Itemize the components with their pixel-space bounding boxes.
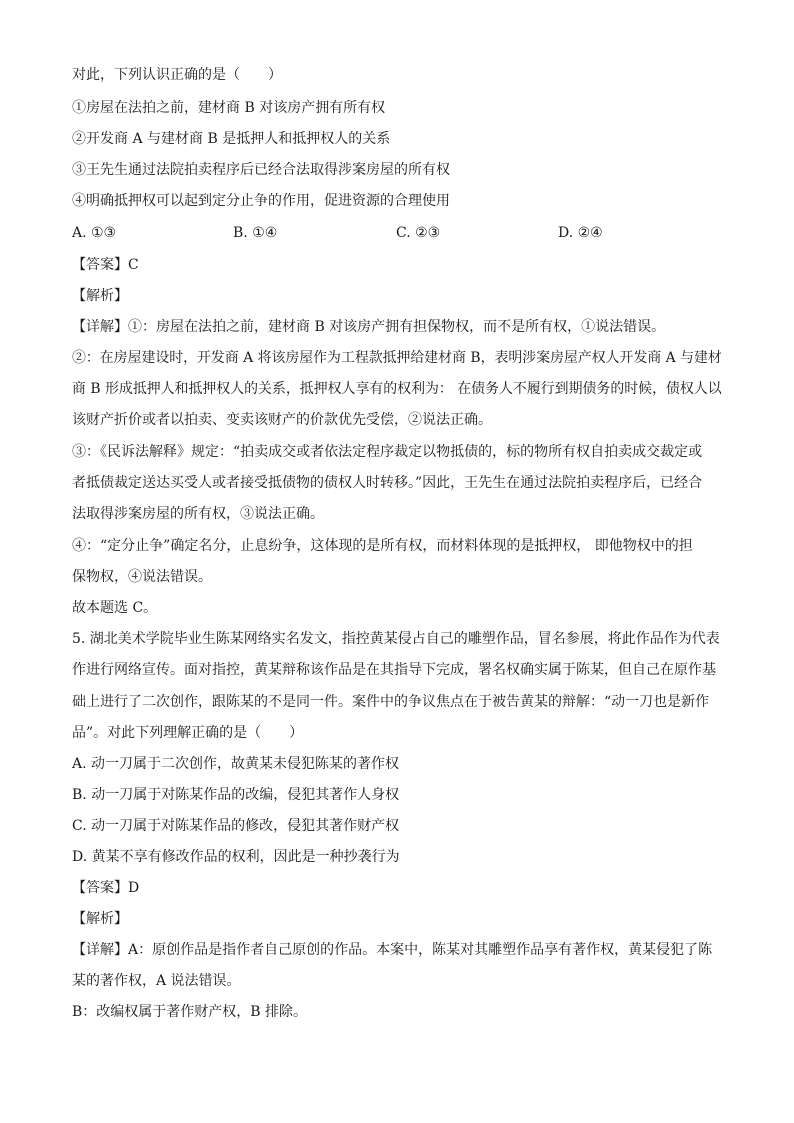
q5-stem-line-2: 作进行网络宣传。面对指控，黄某辩称该作品是在其指导下完成，署名权确实属于陈某，但自己在原作基 [72,662,716,678]
q4-detail-line-1: 【详解】①：房屋在法拍之前，建材商 B 对该房产拥有担保物权，而不是所有权，①说法错误。 [72,319,666,335]
statement-4: ④明确抵押权可以起到定分止争的作用，促进资源的合理使用 [72,193,450,209]
q5-option-c: C. 动一刀属于对陈某作品的修改，侵犯其著作财产权 [72,818,400,834]
statement-3: ③王先生通过法院拍卖程序后已经合法取得涉案房屋的所有权 [72,162,450,178]
option-d: D. ②④ [558,225,603,241]
q5-option-b: B. 动一刀属于对陈某作品的改编，侵犯其著作人身权 [72,787,400,803]
q5-stem-line-4: 品”。对此下列理解正确的是（ ） [72,725,304,741]
q4-detail-line-5: ③：《民诉法解释》规定：“拍卖成交或者依法定程序裁定以物抵债的，标的物所有权自拍卖成交裁定或 [72,444,703,460]
q4-detail-line-8: ④：“定分止争”确定名分，止息纷争，这体现的是所有权，而材料体现的是抵押权， 即他物权中的担 [72,538,693,554]
q5-detail-line-1: 【详解】A：原创作品是指作者自己原创的作品。本案中，陈某对其雕塑作品享有著作权，黄某侵犯了陈 [72,942,713,958]
q5-detail-line-2: 某的著作权，A 说法错误。 [72,973,241,989]
q4-detail-line-3: 商 B 形成抵押人和抵押权人的关系，抵押权人享有的权利为： 在债务人不履行到期债务的时候，债权人以 [72,381,722,397]
q5-stem-line-3: 础上进行了二次创作，跟陈某的不是同一件。案件中的争议焦点在于被告黄某的辩解：“动一刀也是新作 [72,694,710,710]
question-4-stem: 对此，下列认识正确的是（ ） [72,67,282,83]
q5-option-d: D. 黄某不享有修改作品的权利，因此是一种抄袭行为 [72,849,400,865]
q5-option-a: A. 动一刀属于二次创作，故黄某未侵犯陈某的著作权 [72,756,400,772]
option-b: B. ①④ [233,225,278,241]
q4-detail-line-7: 法取得涉案房屋的所有权，③说法正确。 [72,506,324,522]
q4-conclusion: 故本题选 C。 [72,600,158,616]
question-5-analysis-label: 【解析】 [72,911,128,927]
q5-detail-line-3: B：改编权属于著作财产权，B 排除。 [72,1004,308,1020]
q5-stem-line-1: 5. 湖北美术学院毕业生陈某网络实名发文，指控黄某侵占自己的雕塑作品，冒名参展，将此作品作为代表 [72,631,720,647]
question-4-analysis-label: 【解析】 [72,288,128,304]
question-5-answer: 【答案】D [72,880,140,896]
statement-1: ①房屋在法拍之前，建材商 B 对该房产拥有所有权 [72,100,386,116]
q4-detail-line-2: ②：在房屋建设时，开发商 A 将该房屋作为工程款抵押给建材商 B，表明涉案房屋产权人开发商 A 与建材 [72,350,722,366]
question-4-answer: 【答案】C [72,257,139,273]
statement-2: ②开发商 A 与建材商 B 是抵押人和抵押权人的关系 [72,131,391,147]
question-4-options [72,224,722,242]
q4-detail-line-6: 者抵债裁定送达买受人或者接受抵债物的债权人时转移。”因此，王先生在通过法院拍卖程序后，已经合 [72,475,703,491]
q4-detail-line-9: 保物权，④说法错误。 [72,569,212,585]
q4-detail-line-4: 该财产折价或者以拍卖、变卖该财产的价款优先受偿，②说法正确。 [72,412,492,428]
option-c: C. ②③ [396,225,441,241]
option-a: A. ①③ [72,225,117,241]
